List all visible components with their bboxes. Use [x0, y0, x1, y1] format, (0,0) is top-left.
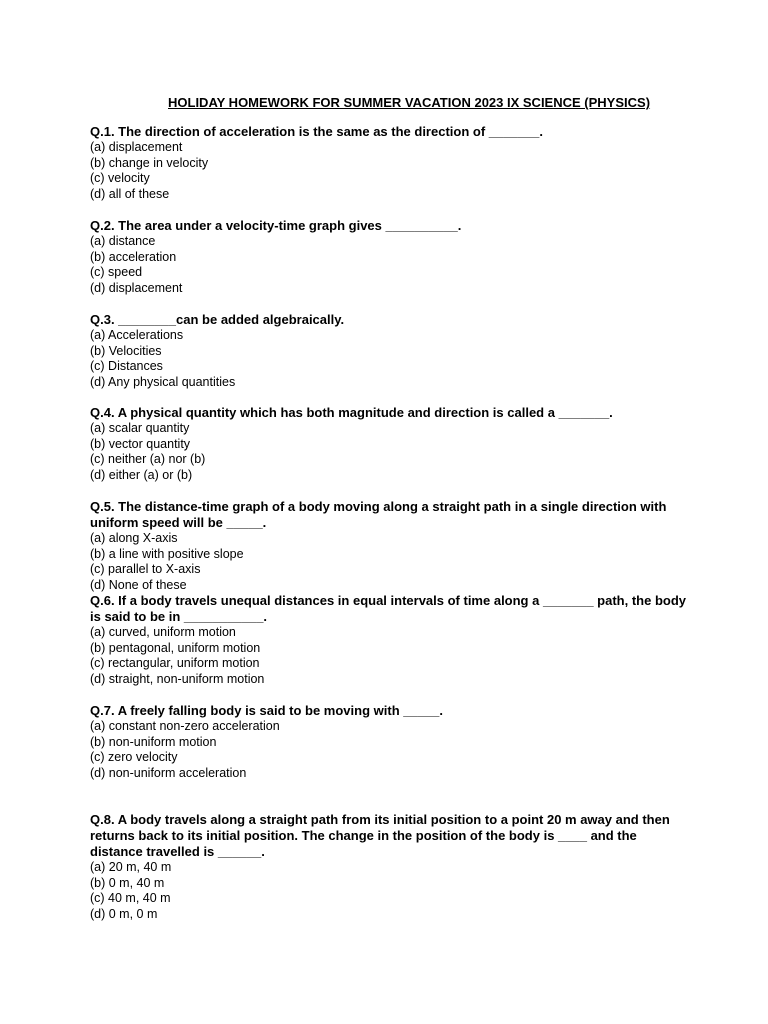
option-b: (b) change in velocity — [90, 155, 209, 170]
option-d: (d) all of these — [90, 186, 170, 201]
option-d: (d) Any physical quantities — [90, 374, 236, 389]
option-b: (b) vector quantity — [90, 436, 191, 451]
question-text: Q.6. If a body travels unequal distances in equal intervals of time along a _______ path, the body is said to be in ___________. — [90, 593, 687, 624]
question-text: Q.3. ________can be added algebraically. — [90, 312, 345, 327]
question-1 — [90, 124, 690, 202]
option-a: (a) curved, uniform motion — [90, 625, 236, 639]
question-text: Q.1. The direction of acceleration is the same as the direction of _______. — [90, 124, 543, 139]
option-a: (a) scalar quantity — [90, 421, 190, 435]
question-2 — [90, 218, 690, 296]
option-c: (c) rectangular, uniform motion — [90, 656, 260, 671]
option-a: (a) constant non-zero acceleration — [90, 719, 280, 733]
option-b: (b) a line with positive slope — [90, 546, 244, 561]
option-b: (b) pentagonal, uniform motion — [90, 640, 261, 655]
option-a: (a) Accelerations — [90, 328, 184, 342]
question-text: Q.8. A body travels along a straight path from its initial position to a point 20 m away and then returns back to its initial position. The change in the position of the body is ____ and the distance travelled is ______. — [90, 812, 670, 859]
question-3 — [90, 312, 690, 390]
option-d: (d) non-uniform acceleration — [90, 765, 247, 780]
option-b: (b) non-uniform motion — [90, 734, 217, 749]
question-text: Q.4. A physical quantity which has both magnitude and direction is called a _______. — [90, 405, 613, 420]
option-c: (c) speed — [90, 265, 143, 280]
option-c: (c) velocity — [90, 171, 150, 186]
question-6 — [90, 593, 690, 687]
question-text: Q.5. The distance-time graph of a body moving along a straight path in a single direction with uniform speed will be _____. — [90, 499, 667, 530]
option-b: (b) 0 m, 40 m — [90, 875, 165, 890]
option-c: (c) Distances — [90, 359, 163, 374]
option-b: (b) acceleration — [90, 249, 177, 264]
option-d: (d) None of these — [90, 577, 187, 592]
option-c: (c) zero velocity — [90, 750, 178, 765]
option-a: (a) distance — [90, 234, 156, 248]
question-5 — [90, 499, 690, 593]
page-title: HOLIDAY HOMEWORK FOR SUMMER VACATION 2023 IX SCIENCE (PHYSICS) — [168, 95, 651, 110]
option-d: (d) straight, non-uniform motion — [90, 671, 265, 686]
option-d: (d) 0 m, 0 m — [90, 906, 158, 921]
option-b: (b) Velocities — [90, 343, 162, 358]
question-4 — [90, 405, 690, 483]
option-c: (c) parallel to X-axis — [90, 562, 201, 577]
option-d: (d) either (a) or (b) — [90, 467, 193, 482]
question-text: Q.2. The area under a velocity-time graph gives __________. — [90, 218, 462, 233]
question-8 — [90, 812, 690, 922]
option-c: (c) neither (a) nor (b) — [90, 452, 206, 467]
option-a: (a) 20 m, 40 m — [90, 860, 172, 874]
option-a: (a) displacement — [90, 140, 183, 154]
option-d: (d) displacement — [90, 280, 183, 295]
option-a: (a) along X-axis — [90, 531, 178, 545]
question-text: Q.7. A freely falling body is said to be moving with _____. — [90, 703, 444, 718]
option-c: (c) 40 m, 40 m — [90, 891, 171, 906]
question-7 — [90, 703, 690, 781]
